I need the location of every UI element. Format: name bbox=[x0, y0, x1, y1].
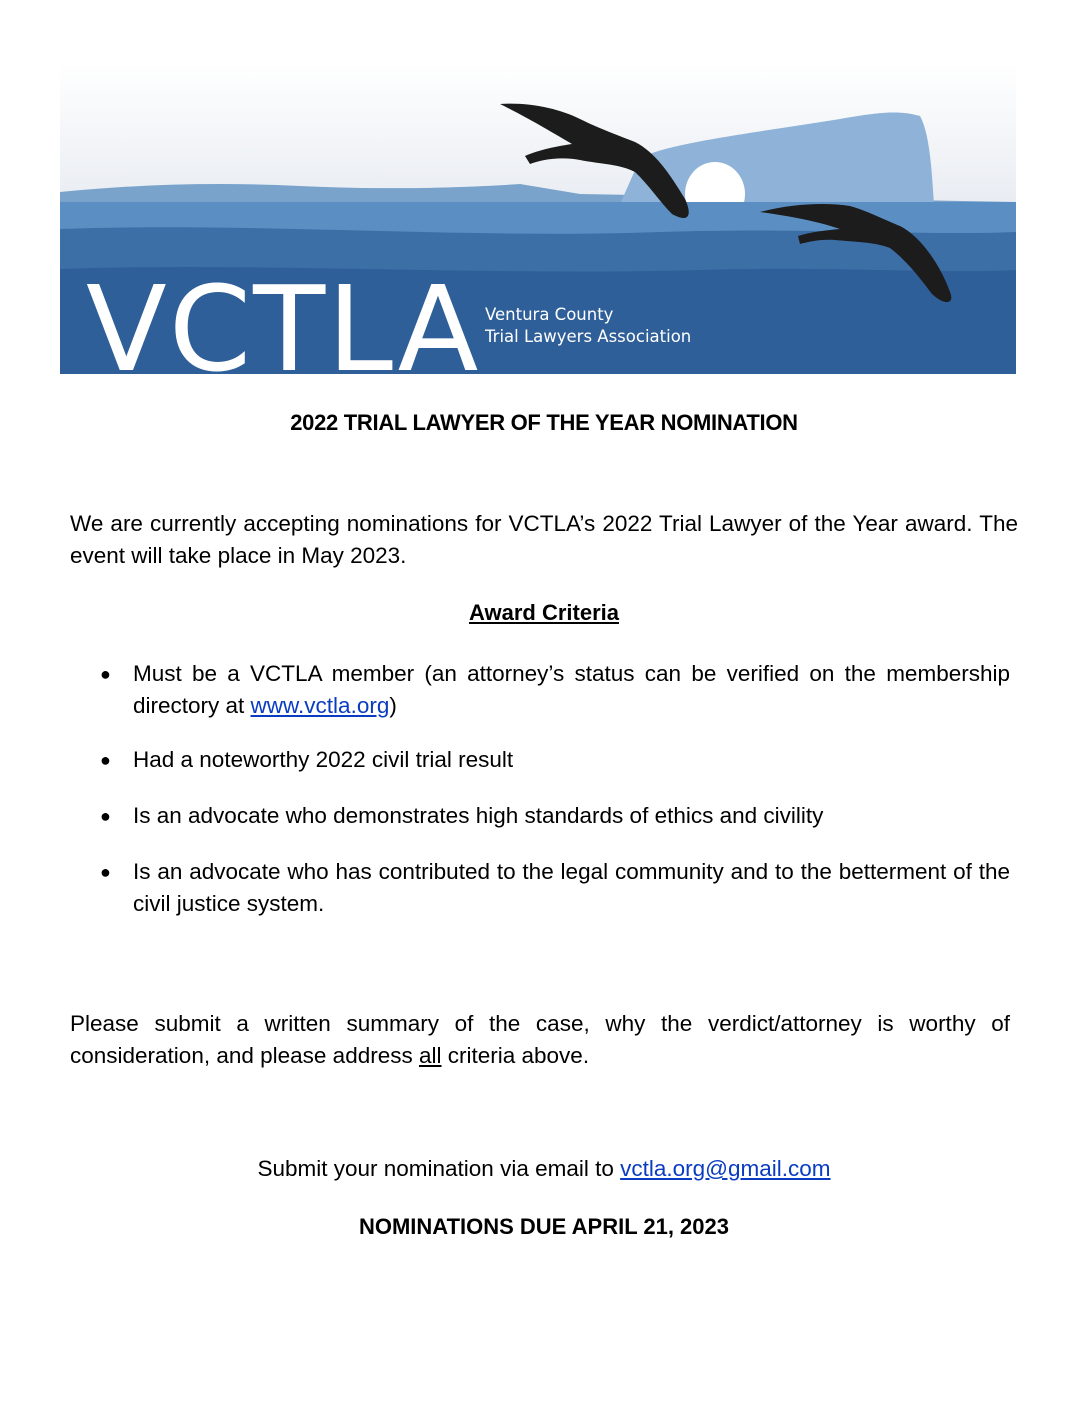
summary-text-end: criteria above. bbox=[441, 1043, 590, 1068]
criteria-item-community bbox=[70, 856, 1010, 920]
summary-instructions bbox=[70, 1008, 1010, 1072]
criteria-item-text-end: ) bbox=[389, 693, 397, 718]
award-criteria-heading: Award Criteria bbox=[469, 600, 619, 625]
email-link[interactable]: vctla.org@gmail.com bbox=[620, 1156, 831, 1181]
deadline: NOMINATIONS DUE APRIL 21, 2023 bbox=[358, 1214, 729, 1239]
summary-emphasis: all bbox=[418, 1043, 442, 1068]
org-name-line-1: Ventura County bbox=[485, 305, 614, 324]
criteria-item-ethics bbox=[70, 800, 1010, 832]
bullet-icon: ● bbox=[100, 806, 111, 826]
criteria-item-text: Must be a VCTLA member (an attorney’s status can be verified on the membership directory at bbox=[133, 661, 1010, 718]
bullet-icon: ● bbox=[100, 862, 111, 882]
submit-text: Submit your nomination via email to bbox=[257, 1156, 621, 1181]
logo-text: VCTLA bbox=[86, 260, 481, 374]
vctla-banner bbox=[60, 64, 1016, 374]
bullet-icon: ● bbox=[100, 750, 111, 770]
criteria-item-membership bbox=[70, 658, 1010, 722]
vctla-website-link[interactable]: www.vctla.org bbox=[250, 693, 390, 718]
criteria-item-text: Is an advocate who demonstrates high standards of ethics and civility bbox=[133, 803, 824, 828]
bullet-icon: ● bbox=[100, 664, 111, 684]
criteria-item-text: Is an advocate who has contributed to the legal community and to the betterment of the civil justice system. bbox=[133, 859, 1010, 916]
submit-line bbox=[0, 1156, 1088, 1182]
criteria-item-trial-result bbox=[70, 744, 1010, 776]
criteria-list bbox=[70, 658, 1010, 920]
summary-text: Please submit a written summary of the case, why the verdict/attorney is worthy of consideration, and please address bbox=[70, 1011, 1010, 1068]
criteria-item-text: Had a noteworthy 2022 civil trial result bbox=[133, 747, 514, 772]
org-name-line-2: Trial Lawyers Association bbox=[485, 327, 692, 346]
intro-paragraph: We are currently accepting nominations for VCTLA’s 2022 Trial Lawyer of the Year award. The event will take place in May 2023. bbox=[70, 511, 1018, 568]
document-title: 2022 TRIAL LAWYER OF THE YEAR NOMINATION bbox=[290, 410, 798, 435]
